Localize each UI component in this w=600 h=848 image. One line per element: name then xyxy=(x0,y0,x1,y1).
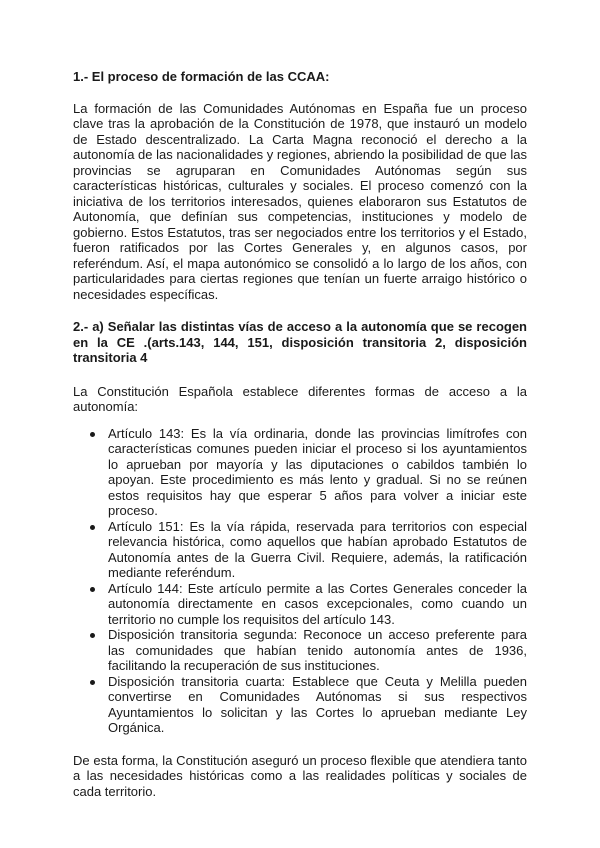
section-1-paragraph: La formación de las Comunidades Autónomas en España fue un proceso clave tras la aprobación de la Constitución de 1978, que instauró un modelo de Estado descentralizado. La Carta Magna reconoció el derecho a la autonomía de las nacionalidades y regiones, abriendo la posibilidad de que las provincias se agruparan en Comunidades Autónomas según sus características históricas, culturales y sociales. El proceso comenzó con la iniciativa de los territorios interesados, quienes elaboraron sus Estatutos de Autonomía, que definían sus competencias, instituciones y modelo de gobierno. Estos Estatutos, tras ser negociados entre los territorios y el Estado, fueron ratificados por las Cortes Generales y, en algunos casos, por referéndum. Así, el mapa autonómico se consolidó a lo largo de los años, con particularidades para ciertas regiones que tenían un fuerte arraigo histórico o necesidades específicas. xyxy=(73,100,527,302)
list-item xyxy=(73,674,527,736)
list-item-text: Disposición transitoria cuarta: Establece que Ceuta y Melilla pueden convertirse en Comunidades Autónomas si sus respectivos Ayuntamientos lo solicitan y las Cortes lo aprueban mediante Ley Orgánica. xyxy=(108,673,527,735)
list-item xyxy=(73,519,527,581)
list-item-text: Artículo 144: Este artículo permite a las Cortes Generales conceder la autonomía directamente en casos excepcionales, como cuando un territorio no cumple los requisitos del artículo 143. xyxy=(108,580,527,627)
access-routes-list xyxy=(73,426,527,736)
section-2-conclusion: De esta forma, la Constitución aseguró un proceso flexible que atendiera tanto a las necesidades históricas como a las realidades políticas y sociales de cada territorio. xyxy=(73,752,527,799)
bullet-icon xyxy=(90,587,95,592)
bullet-icon xyxy=(90,432,95,437)
list-item-text: Artículo 143: Es la vía ordinaria, donde las provincias limítrofes con características comunes pueden iniciar el proceso si los ayuntamientos lo aprueban por mayoría y las diputaciones o cabildos también lo apoyan. Este procedimiento es más lento y gradual. Si no se reúnen estos requisitos hay que esperar 5 años para volver a iniciar este proceso. xyxy=(108,425,527,518)
bullet-icon xyxy=(90,680,95,685)
section-1-heading: 1.- El proceso de formación de las CCAA: xyxy=(73,69,330,84)
section-2-intro: La Constitución Española establece diferentes formas de acceso a la autonomía: xyxy=(73,383,527,414)
bullet-icon xyxy=(90,633,95,638)
list-item-text: Artículo 151: Es la vía rápida, reservada para territorios con especial relevancia histórica, como aquellos que habían aprobado Estatutos de Autonomía antes de la Guerra Civil. Requiere, además, la ratificación mediante referéndum. xyxy=(108,518,527,580)
list-item-text: Disposición transitoria segunda: Reconoce un acceso preferente para las comunidades que habían tenido autonomía antes de 1936, facilitando la recuperación de sus instituciones. xyxy=(108,627,527,673)
section-2-heading: 2.- a) Señalar las distintas vías de acceso a la autonomía que se recogen en la CE .(arts.143, 144, 151, disposición transitoria 2, disposición transitoria 4 xyxy=(73,319,527,365)
list-item xyxy=(73,627,527,674)
list-item xyxy=(73,426,527,519)
list-item xyxy=(73,581,527,628)
bullet-icon xyxy=(90,525,95,530)
